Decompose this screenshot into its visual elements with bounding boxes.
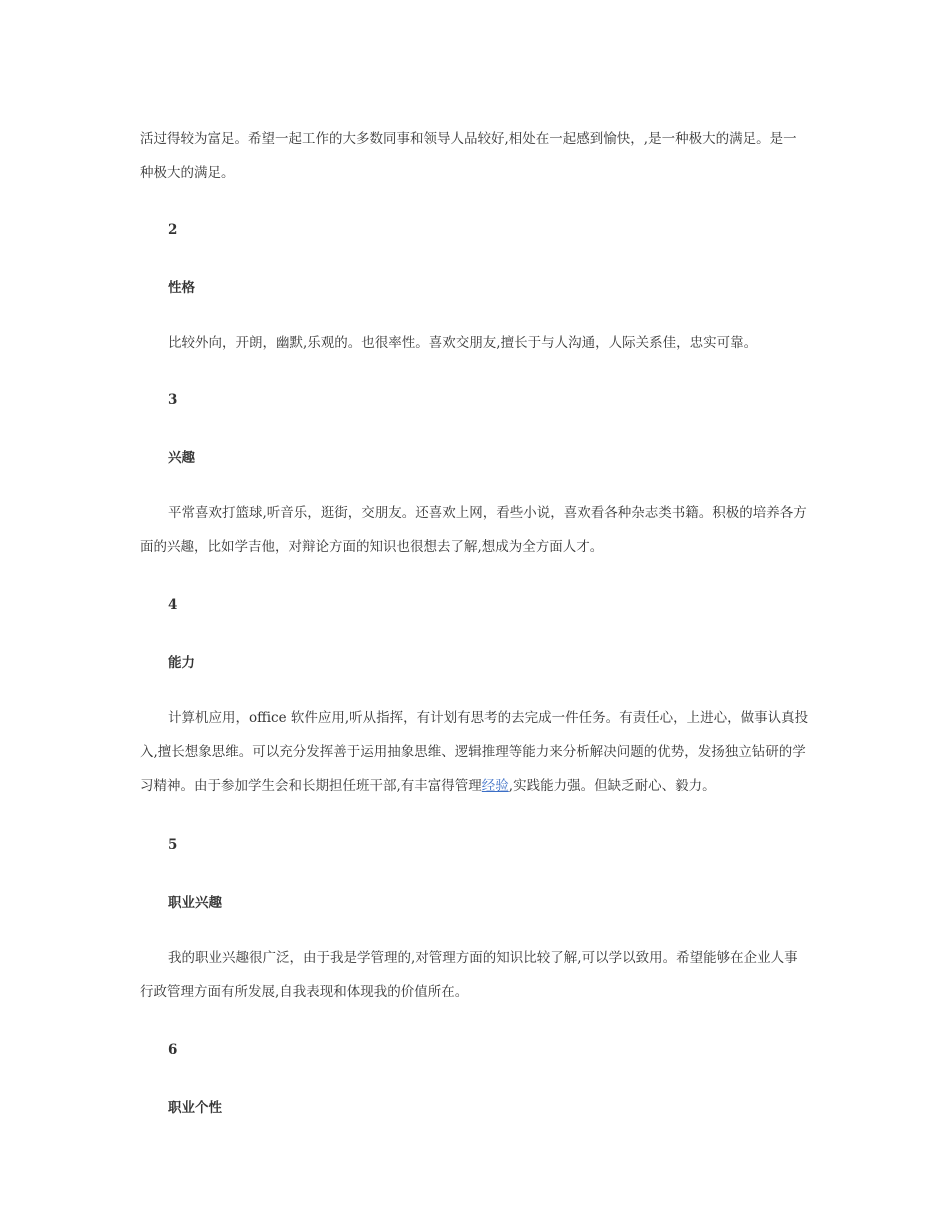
experience-link[interactable]: 经验 [481,778,509,794]
section-body-personality: 比较外向，开朗，幽默,乐观的。也很率性。喜欢交朋友,擅长于与人沟通，人际关系佳，忠实可靠。 [168,335,758,351]
section-number-6: 6 [168,1042,178,1058]
section-number-3: 3 [168,392,178,408]
section-heading-ability: 能力 [168,655,195,671]
section-number-2: 2 [168,222,178,238]
ability-text-after-link: ,实践能力强。但缺乏耐心、毅力。 [508,778,716,794]
section-number-5: 5 [168,837,178,853]
section-heading-career-personality: 职业个性 [168,1100,222,1116]
section-heading-career-interest: 职业兴趣 [168,895,222,911]
continuation-paragraph: 活过得较为富足。希望一起工作的大多数同事和领导人品较好,相处在一起感到愉快，,是一种极大的满足。是一种极大的满足。 [140,131,797,181]
section-number-4: 4 [168,597,178,613]
section-heading-personality: 性格 [168,280,195,296]
section-body-interests: 平常喜欢打篮球,听音乐，逛街，交朋友。还喜欢上网，看些小说，喜欢看各种杂志类书籍。积极的培养各方面的兴趣，比如学吉他，对辩论方面的知识也很想去了解,想成为全方面人才。 [140,505,807,555]
section-body-ability [140,701,810,803]
section-body-career-interest: 我的职业兴趣很广泛，由于我是学管理的,对管理方面的知识比较了解,可以学以致用。希望能够在企业人事行政管理方面有所发展,自我表现和体现我的价值所在。 [140,950,798,1000]
section-heading-interests: 兴趣 [168,450,195,466]
ability-text-before-link: 计算机应用，office 软件应用,听从指挥，有计划有思考的去完成一件任务。有责任心，上进心，做事认真投入,擅长想象思维。可以充分发挥善于运用抽象思维、逻辑推理等能力来分析解决问题的优势，发扬独立钻研的学习精神。由于参加学生会和长期担任班干部,有丰富得管理 [140,710,809,794]
